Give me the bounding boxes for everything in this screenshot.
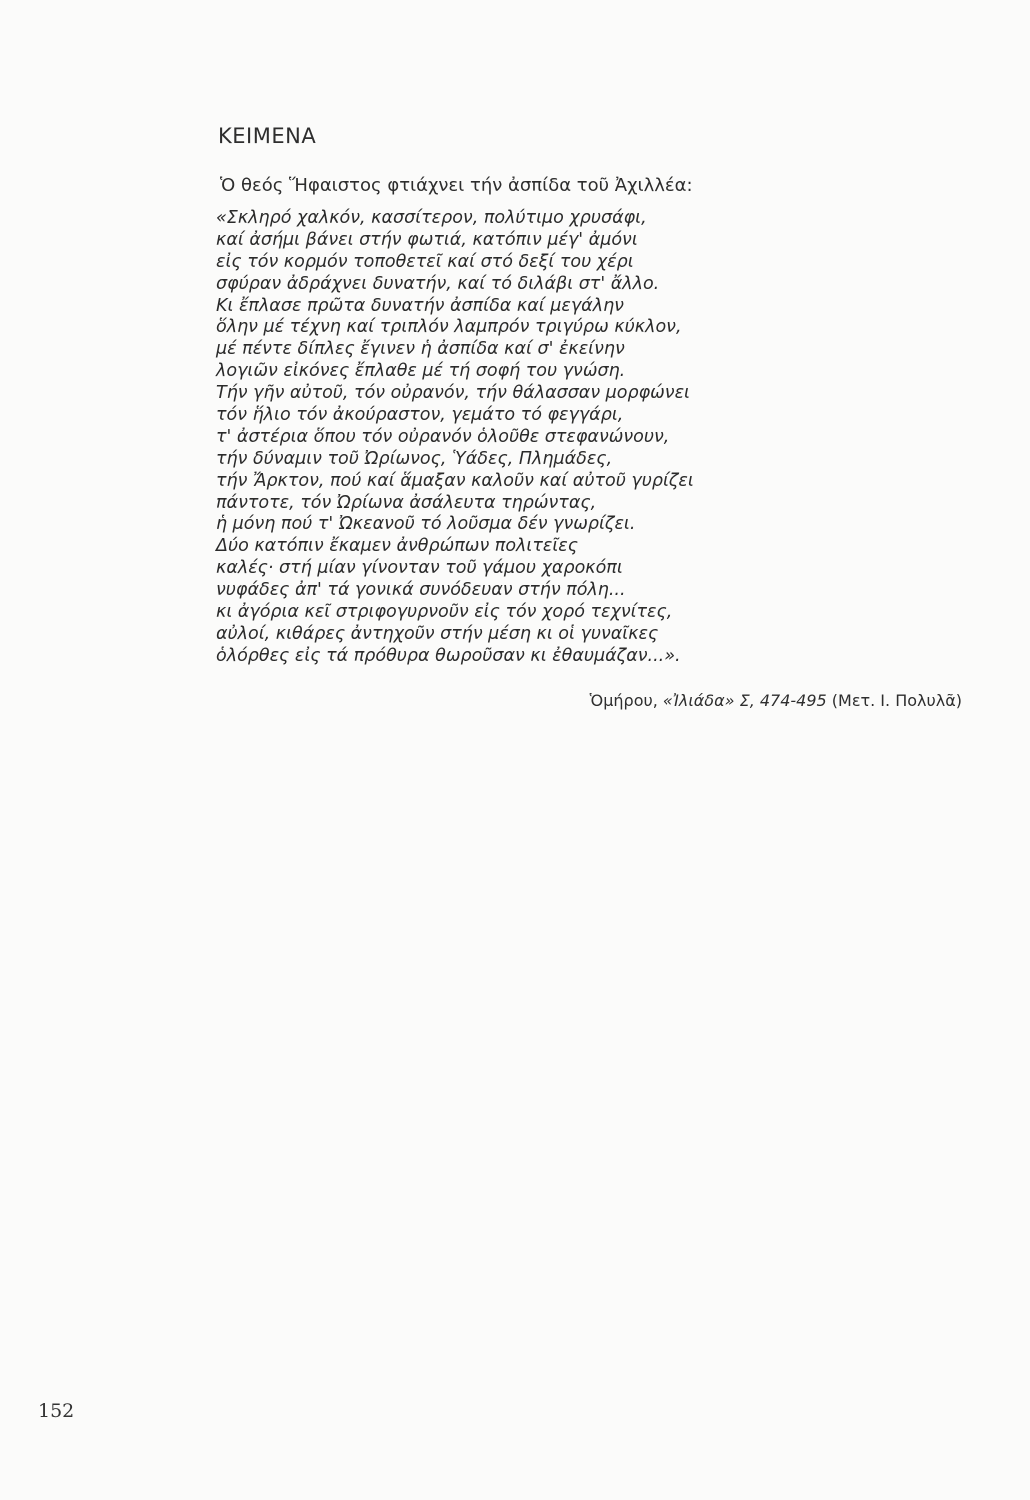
poem-text: [216, 208, 694, 668]
poem-line: λογιῶν εἰκόνες ἔπλαθε μέ τή σοφή του γνώση.: [216, 361, 626, 382]
poem-line: ἡ μόνη πού τ' Ὠκεανοῦ τό λοῦσμα δέν γνωρίζει.: [216, 514, 636, 535]
poem-line: νυφάδες ἀπ' τά γονικά συνόδευαν στήν πόλη...: [216, 580, 626, 601]
page-number: 152: [38, 1400, 75, 1422]
poem-line: τήν δύναμιν τοῦ Ὠρίωνος, Ὑάδες, Πλημάδες,: [216, 448, 613, 469]
poem-line: αὐλοί, κιθάρες ἀντηχοῦν στήν μέση κι οἱ γυναῖκες: [216, 623, 659, 644]
poem-line: ὅλην μέ τέχνη καί τριπλόν λαμπρόν τριγύρω κύκλον,: [216, 317, 682, 338]
citation-translator: (Μετ. Ι. Πολυλᾶ): [826, 691, 962, 710]
poem-line: εἰς τόν κορμόν τοποθετεῖ καί στό δεξί του χέρι: [216, 251, 634, 272]
intro-line: Ὁ θεός Ἥφαιστος φτιάχνει τήν ἀσπίδα τοῦ Ἀχιλλέα:: [220, 175, 693, 196]
citation: [590, 691, 962, 710]
poem-line: καλές· στή μίαν γίνονταν τοῦ γάμου χαροκόπι: [216, 558, 623, 579]
citation-author: Ὁμήρου,: [589, 691, 663, 710]
poem-line: πάντοτε, τόν Ὠρίωνα ἀσάλευτα τηρώντας,: [216, 492, 597, 513]
section-heading: ΚΕΙΜΕΝΑ: [218, 124, 317, 148]
poem-line: μέ πέντε δίπλες ἔγινεν ἡ ἀσπίδα καί σ' ἐκείνην: [216, 339, 625, 360]
poem-line: τ' ἀστέρια ὅπου τόν οὐρανόν ὁλοῦθε στεφανώνουν,: [216, 426, 670, 447]
poem-line: κι ἀγόρια κεῖ στριφογυρνοῦν εἰς τόν χορό τεχνίτες,: [216, 602, 673, 623]
poem-line: Κι ἔπλασε πρῶτα δυνατήν ἀσπίδα καί μεγάλην: [216, 295, 624, 316]
poem-line: Τήν γῆν αὐτοῦ, τόν οὐρανόν, τήν θάλασσαν μορφώνει: [216, 383, 690, 404]
citation-work: «Ἰλιάδα» Σ, 474-495: [662, 691, 827, 710]
poem-line: ὁλόρθες εἰς τά πρόθυρα θωροῦσαν κι ἐθαυμάζαν...».: [216, 645, 681, 666]
poem-line: «Σκληρό χαλκόν, κασσίτερον, πολύτιμο χρυσάφι,: [216, 208, 647, 228]
poem-line: καί ἀσήμι βάνει στήν φωτιά, κατόπιν μέγ' ἀμόνι: [216, 229, 638, 250]
poem-line: τήν Ἄρκτον, πού καί ἅμαξαν καλοῦν καί αὐτοῦ γυρίζει: [216, 470, 694, 491]
poem-line: σφύραν ἀδράχνει δυνατήν, καί τό διλάβι στ' ἄλλο.: [216, 273, 660, 294]
poem-line: τόν ἥλιο τόν ἀκούραστον, γεμάτο τό φεγγάρι,: [216, 405, 624, 426]
poem-line: Δύο κατόπιν ἔκαμεν ἀνθρώπων πολιτεῖες: [216, 536, 578, 557]
